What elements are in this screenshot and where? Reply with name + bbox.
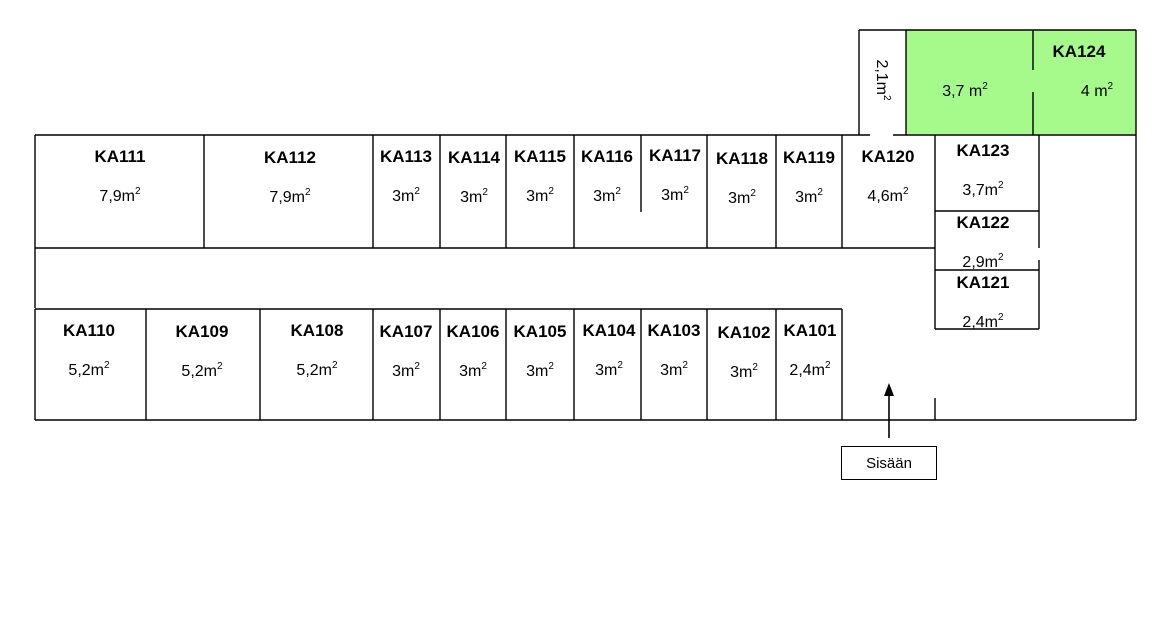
unit-ka103-label: KA103 (647, 321, 701, 340)
unit-ka106-label: KA106 (446, 322, 500, 341)
unit-ka111-area: $7,9m^2$ (99, 186, 141, 205)
unit-ka109-area: $5,2m^2$ (181, 361, 223, 380)
entrance-arrow-icon (884, 383, 894, 438)
annex-room-area: 3,7 $m^2$ (942, 81, 988, 100)
unit-ka105-label: KA105 (513, 322, 567, 341)
unit-ka121-label: KA121 (956, 273, 1010, 292)
unit-ka120-label: KA120 (861, 147, 915, 166)
unit-ka112-label: KA112 (264, 148, 316, 167)
unit-ka103-area: $3m^2$ (660, 360, 688, 379)
unit-ka118-label: KA118 (716, 149, 768, 168)
unit-ka114-area: $3m^2$ (460, 187, 488, 206)
unit-ka124-area: 4 $m^2$ (1080, 81, 1114, 100)
unit-ka101-label: KA101 (783, 321, 837, 340)
unit-ka107-area: $3m^2$ (392, 361, 420, 380)
unit-ka107-label: KA107 (379, 322, 433, 341)
unit-ka115-label: KA115 (514, 147, 566, 166)
unit-ka115-area: $3m^2$ (526, 186, 554, 205)
unit-ka111-label: KA111 (94, 147, 146, 166)
unit-ka104-area: $3m^2$ (595, 360, 623, 379)
unit-ka101-area: $2,4m^2$ (789, 360, 831, 379)
unit-ka122-label: KA122 (956, 213, 1010, 232)
unit-ka108-label: KA108 (290, 321, 344, 340)
unit-ka117-area: $3m^2$ (661, 185, 689, 204)
unit-ka119-label: KA119 (783, 148, 835, 167)
unit-ka119-area: $3m^2$ (795, 187, 823, 206)
unit-ka106-area: $3m^2$ (459, 361, 487, 380)
narrow-room-area: $2,1m^2$ (873, 59, 892, 101)
unit-ka113-area: $3m^2$ (392, 186, 420, 205)
unit-ka117-label: KA117 (649, 146, 701, 165)
unit-ka121-area: $2,4m^2$ (962, 312, 1004, 331)
unit-ka112-area: $7,9m^2$ (269, 187, 311, 206)
unit-ka118-area: $3m^2$ (728, 188, 756, 207)
unit-ka110-area: $5,2m^2$ (68, 360, 110, 379)
unit-ka124-label: KA124 (1052, 42, 1106, 61)
unit-ka105-area: $3m^2$ (526, 361, 554, 380)
unit-ka116-area: $3m^2$ (593, 186, 621, 205)
unit-ka122-area: $2,9m^2$ (962, 252, 1004, 271)
unit-ka123-label: KA123 (956, 141, 1010, 160)
unit-ka123-area: $3,7m^2$ (962, 180, 1004, 199)
unit-ka110-label: KA110 (63, 321, 115, 340)
unit-ka102-label: KA102 (717, 323, 771, 342)
unit-ka120-area: $4,6m^2$ (867, 186, 909, 205)
unit-ka104-label: KA104 (582, 321, 636, 340)
unit-ka113-label: KA113 (380, 147, 432, 166)
unit-ka109-label: KA109 (175, 322, 229, 341)
entrance-label: Sisään (841, 446, 937, 480)
unit-ka116-label: KA116 (581, 147, 633, 166)
unit-ka114-label: KA114 (448, 148, 500, 167)
unit-ka102-area: $3m^2$ (730, 362, 758, 381)
unit-ka108-area: $5,2m^2$ (296, 360, 338, 379)
